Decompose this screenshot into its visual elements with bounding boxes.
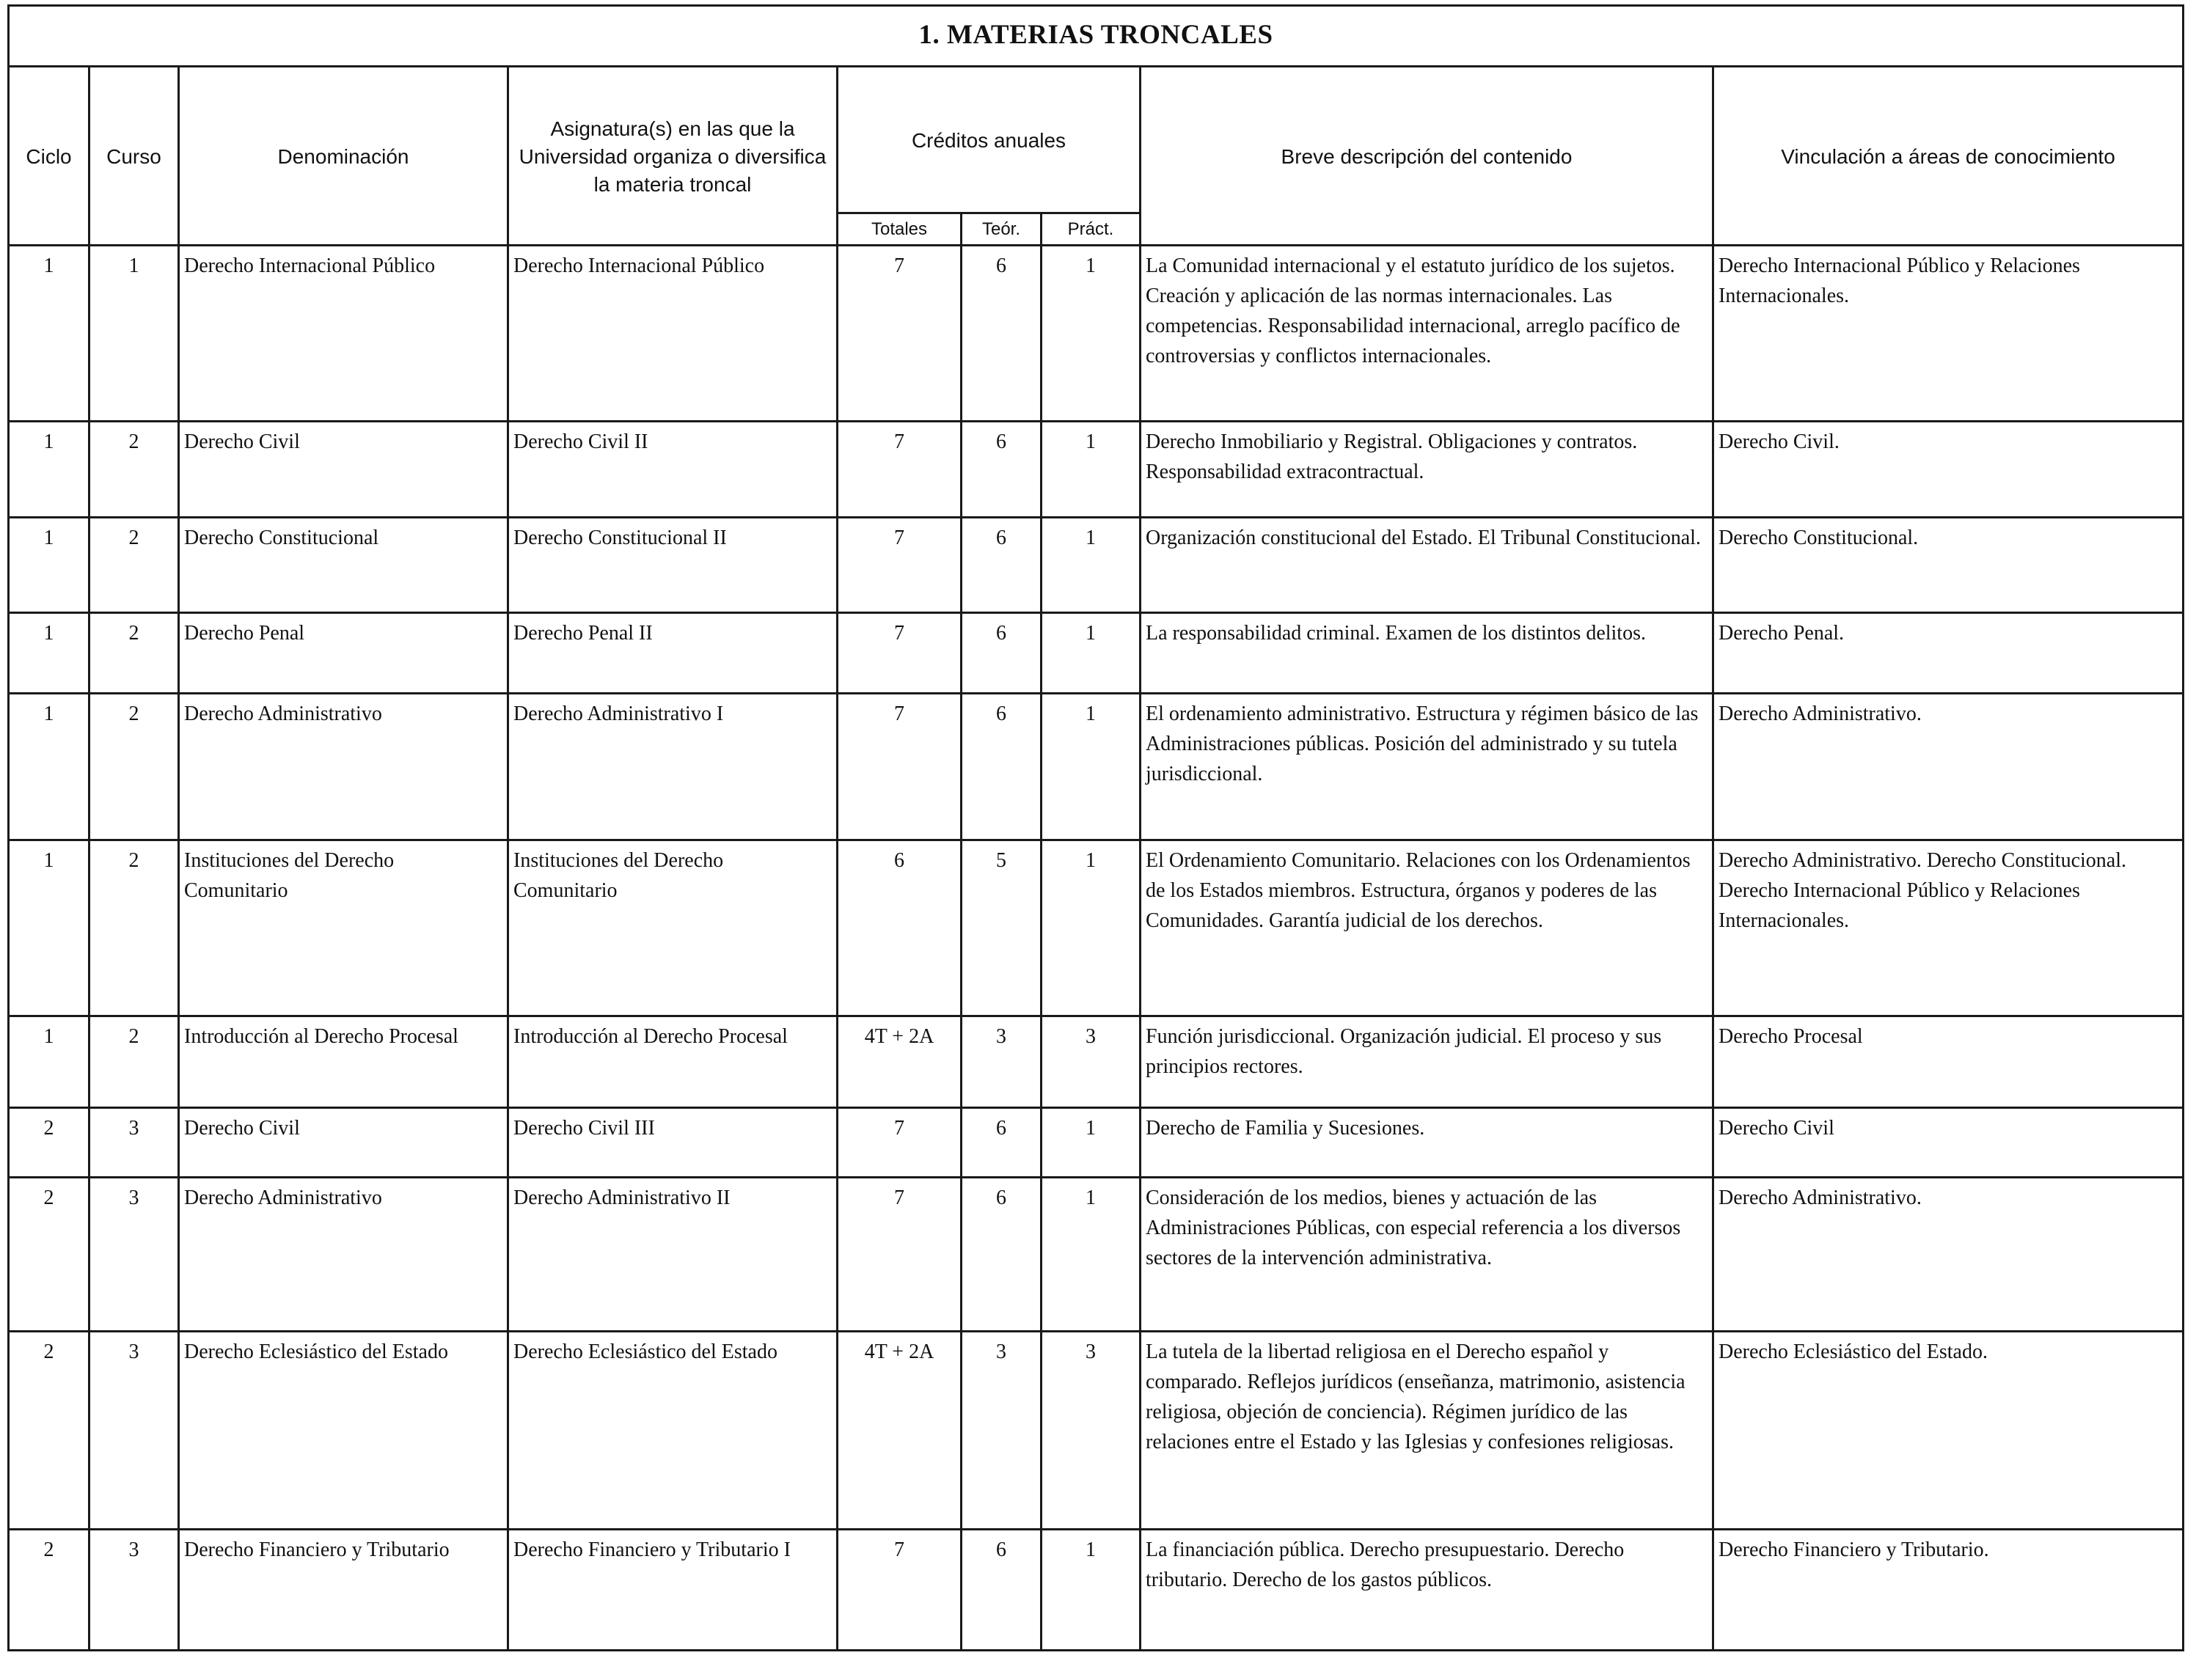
cell-pract: 1 <box>1042 246 1141 422</box>
header-asignaturas: Asignatura(s) en las que la Universidad organiza o diversifica la materia troncal <box>508 67 838 246</box>
cell-curso: 2 <box>89 694 179 840</box>
materias-troncales-table <box>7 4 2184 1651</box>
cell-vinculacion: Derecho Eclesiástico del Estado. <box>1713 1332 2184 1530</box>
cell-totales: 7 <box>838 613 962 694</box>
cell-descripcion: Organización constitucional del Estado. El Tribunal Constitucional. <box>1141 518 1713 613</box>
cell-vinculacion: Derecho Constitucional. <box>1713 518 2184 613</box>
cell-pract: 1 <box>1042 694 1141 840</box>
cell-curso: 2 <box>89 1016 179 1108</box>
cell-pract: 1 <box>1042 1108 1141 1178</box>
cell-ciclo: 2 <box>9 1108 89 1178</box>
cell-totales: 7 <box>838 1178 962 1332</box>
cell-curso: 3 <box>89 1332 179 1530</box>
cell-descripcion: La tutela de la libertad religiosa en el Derecho español y comparado. Reflejos jurídicos (enseñanza, matrimonio, asistencia religiosa, objeción de conciencia). Régimen jurídico de las relaciones entre el Estado y las Iglesias y confesiones religiosas. <box>1141 1332 1713 1530</box>
cell-ciclo: 1 <box>9 1016 89 1108</box>
cell-totales: 4T + 2A <box>838 1332 962 1530</box>
table-row <box>9 246 2184 422</box>
cell-denominacion: Derecho Eclesiástico del Estado <box>179 1332 508 1530</box>
cell-curso: 3 <box>89 1108 179 1178</box>
table-row <box>9 1530 2184 1651</box>
table-title-cell <box>9 6 2184 67</box>
cell-totales: 7 <box>838 422 962 518</box>
cell-vinculacion: Derecho Penal. <box>1713 613 2184 694</box>
document-page <box>7 4 2182 1651</box>
cell-teor: 6 <box>962 1530 1042 1651</box>
cell-pract: 3 <box>1042 1016 1141 1108</box>
cell-pract: 1 <box>1042 1530 1141 1651</box>
cell-descripcion: El ordenamiento administrativo. Estructura y régimen básico de las Administraciones públicas. Posición del administrado y su tutela jurisdiccional. <box>1141 694 1713 840</box>
cell-descripcion: La financiación pública. Derecho presupuestario. Derecho tributario. Derecho de los gastos públicos. <box>1141 1530 1713 1651</box>
table-row <box>9 1016 2184 1108</box>
cell-totales: 4T + 2A <box>838 1016 962 1108</box>
cell-totales: 7 <box>838 1108 962 1178</box>
table-row <box>9 1332 2184 1530</box>
cell-pract: 1 <box>1042 1178 1141 1332</box>
cell-vinculacion: Derecho Procesal <box>1713 1016 2184 1108</box>
cell-descripcion: El Ordenamiento Comunitario. Relaciones con los Ordenamientos de los Estados miembros. Estructura, órganos y poderes de las Comunidades. Garantía judicial de los derechos. <box>1141 840 1713 1016</box>
cell-pract: 1 <box>1042 422 1141 518</box>
cell-vinculacion: Derecho Administrativo. Derecho Constitucional. Derecho Internacional Público y Relaciones Internacionales. <box>1713 840 2184 1016</box>
cell-denominacion: Derecho Administrativo <box>179 1178 508 1332</box>
cell-denominacion: Derecho Financiero y Tributario <box>179 1530 508 1651</box>
cell-denominacion: Introducción al Derecho Procesal <box>179 1016 508 1108</box>
header-vinculacion: Vinculación a áreas de conocimiento <box>1713 67 2184 246</box>
cell-teor: 6 <box>962 694 1042 840</box>
cell-pract: 3 <box>1042 1332 1141 1530</box>
header-teor: Teór. <box>962 213 1042 246</box>
cell-denominacion: Derecho Administrativo <box>179 694 508 840</box>
cell-totales: 6 <box>838 840 962 1016</box>
cell-asignatura: Derecho Administrativo I <box>508 694 838 840</box>
table-row <box>9 1178 2184 1332</box>
cell-teor: 6 <box>962 1108 1042 1178</box>
cell-ciclo: 1 <box>9 840 89 1016</box>
cell-asignatura: Derecho Internacional Público <box>508 246 838 422</box>
cell-asignatura: Derecho Civil III <box>508 1108 838 1178</box>
table-title: 1. MATERIAS TRONCALES <box>918 20 1273 50</box>
cell-curso: 2 <box>89 840 179 1016</box>
cell-ciclo: 1 <box>9 613 89 694</box>
cell-curso: 1 <box>89 246 179 422</box>
cell-descripcion: Consideración de los medios, bienes y actuación de las Administraciones Públicas, con especial referencia a los diversos sectores de la intervención administrativa. <box>1141 1178 1713 1332</box>
table-row <box>9 422 2184 518</box>
cell-asignatura: Introducción al Derecho Procesal <box>508 1016 838 1108</box>
cell-asignatura: Derecho Financiero y Tributario I <box>508 1530 838 1651</box>
cell-denominacion: Derecho Internacional Público <box>179 246 508 422</box>
cell-descripcion: La Comunidad internacional y el estatuto jurídico de los sujetos. Creación y aplicación de las normas internacionales. Las competencias. Responsabilidad internacional, arreglo pacífico de controversias y conflictos internacionales. <box>1141 246 1713 422</box>
header-totales: Totales <box>838 213 962 246</box>
cell-totales: 7 <box>838 694 962 840</box>
header-denominacion: Denominación <box>179 67 508 246</box>
cell-pract: 1 <box>1042 613 1141 694</box>
cell-vinculacion: Derecho Internacional Público y Relaciones Internacionales. <box>1713 246 2184 422</box>
cell-curso: 2 <box>89 518 179 613</box>
cell-ciclo: 2 <box>9 1530 89 1651</box>
cell-teor: 3 <box>962 1332 1042 1530</box>
cell-vinculacion: Derecho Administrativo. <box>1713 694 2184 840</box>
table-row <box>9 613 2184 694</box>
cell-curso: 2 <box>89 613 179 694</box>
cell-teor: 6 <box>962 422 1042 518</box>
table-row <box>9 840 2184 1016</box>
cell-teor: 6 <box>962 246 1042 422</box>
table-row <box>9 518 2184 613</box>
cell-curso: 3 <box>89 1178 179 1332</box>
cell-denominacion: Derecho Civil <box>179 1108 508 1178</box>
cell-totales: 7 <box>838 246 962 422</box>
cell-vinculacion: Derecho Financiero y Tributario. <box>1713 1530 2184 1651</box>
table-row <box>9 694 2184 840</box>
cell-ciclo: 1 <box>9 694 89 840</box>
cell-ciclo: 1 <box>9 518 89 613</box>
cell-teor: 6 <box>962 1178 1042 1332</box>
cell-teor: 5 <box>962 840 1042 1016</box>
cell-ciclo: 1 <box>9 246 89 422</box>
cell-asignatura: Derecho Penal II <box>508 613 838 694</box>
cell-totales: 7 <box>838 518 962 613</box>
cell-pract: 1 <box>1042 840 1141 1016</box>
cell-descripcion: Función jurisdiccional. Organización judicial. El proceso y sus principios rectores. <box>1141 1016 1713 1108</box>
cell-descripcion: Derecho Inmobiliario y Registral. Obligaciones y contratos. Responsabilidad extracontractual. <box>1141 422 1713 518</box>
header-curso: Curso <box>89 67 179 246</box>
cell-asignatura: Derecho Constitucional II <box>508 518 838 613</box>
cell-denominacion: Derecho Penal <box>179 613 508 694</box>
cell-ciclo: 2 <box>9 1332 89 1530</box>
header-ciclo: Ciclo <box>9 67 89 246</box>
cell-ciclo: 2 <box>9 1178 89 1332</box>
cell-descripcion: Derecho de Familia y Sucesiones. <box>1141 1108 1713 1178</box>
cell-denominacion: Instituciones del Derecho Comunitario <box>179 840 508 1016</box>
cell-asignatura: Derecho Eclesiástico del Estado <box>508 1332 838 1530</box>
cell-denominacion: Derecho Civil <box>179 422 508 518</box>
cell-totales: 7 <box>838 1530 962 1651</box>
cell-vinculacion: Derecho Civil. <box>1713 422 2184 518</box>
cell-vinculacion: Derecho Civil <box>1713 1108 2184 1178</box>
cell-curso: 2 <box>89 422 179 518</box>
cell-curso: 3 <box>89 1530 179 1651</box>
cell-teor: 3 <box>962 1016 1042 1108</box>
cell-denominacion: Derecho Constitucional <box>179 518 508 613</box>
header-pract: Práct. <box>1042 213 1141 246</box>
table-row <box>9 1108 2184 1178</box>
cell-descripcion: La responsabilidad criminal. Examen de los distintos delitos. <box>1141 613 1713 694</box>
cell-teor: 6 <box>962 613 1042 694</box>
cell-pract: 1 <box>1042 518 1141 613</box>
cell-vinculacion: Derecho Administrativo. <box>1713 1178 2184 1332</box>
header-descripcion: Breve descripción del contenido <box>1141 67 1713 246</box>
cell-teor: 6 <box>962 518 1042 613</box>
cell-asignatura: Derecho Civil II <box>508 422 838 518</box>
cell-asignatura: Instituciones del Derecho Comunitario <box>508 840 838 1016</box>
header-creditos-anuales: Créditos anuales <box>838 67 1141 213</box>
cell-ciclo: 1 <box>9 422 89 518</box>
cell-asignatura: Derecho Administrativo II <box>508 1178 838 1332</box>
